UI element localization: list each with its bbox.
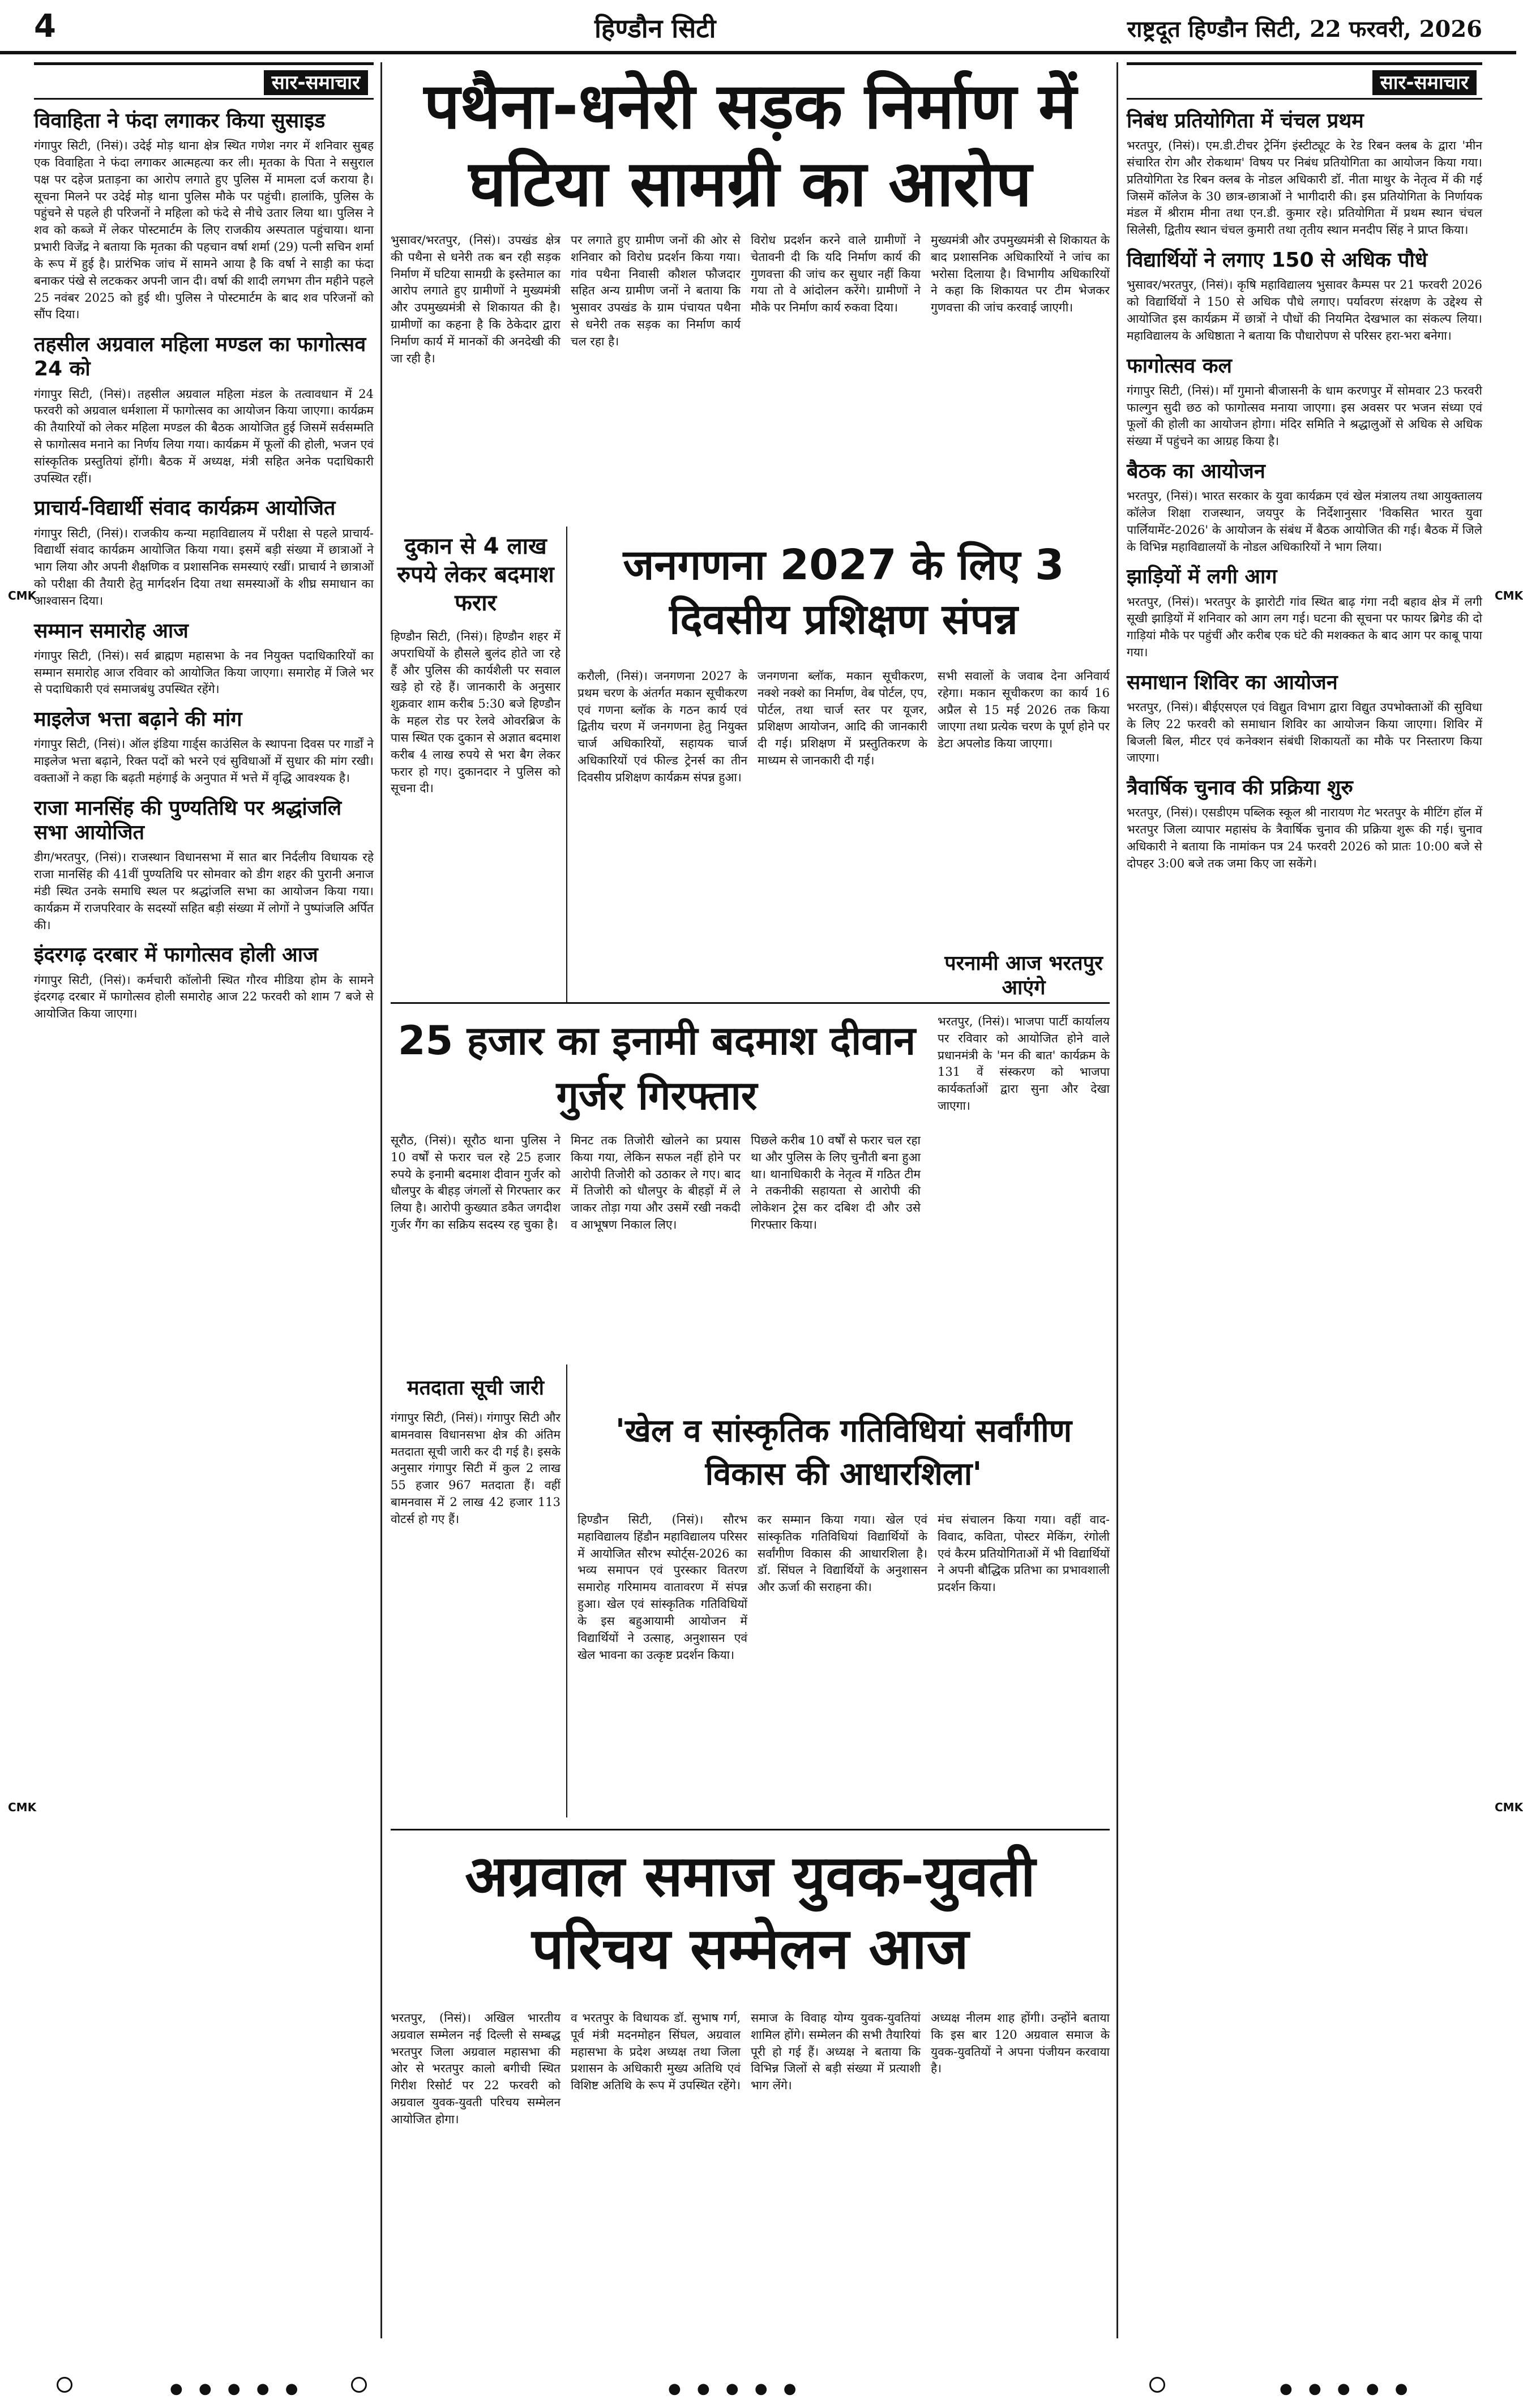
- story-headline: जनगणना 2027 के लिए 3 दिवसीय प्रशिक्षण संपन्न: [623, 541, 1064, 644]
- brief-item: [1127, 776, 1482, 872]
- brief-text: भरतपुर, (निसं)। भारत सरकार के युवा कार्यक्रम एवं खेल मंत्रालय तथा आयुक्तालय कॉलेज शिक्षा राजस्थान, जयपुर के निर्देशानुसार 'विकसित भारत युवा पार्लियामेंट-2026' के आयोजन के संबंध में बैठक आयोजित की गई। बैठक में जिले के विभिन्न महाविद्यालयों के नोडल अधिकारियों ने भाग लिया।: [1127, 489, 1482, 554]
- brief-item: [34, 707, 374, 787]
- left-column: [34, 62, 374, 2338]
- brief-item: [1127, 459, 1482, 555]
- sub-story-text: भरतपुर, (निसं)। भाजपा पार्टी कार्यालय पर रविवार को आयोजित होने वाले प्रधानमंत्री के 'मन की बात' कार्यक्रम के 131 वें संस्करण को भाजपा कार्यकर्ताओं द्वारा सुना और देखा जाएगा।: [938, 1015, 1110, 1113]
- brief-item: [1127, 564, 1482, 661]
- brief-text: गंगापुर सिटी, (निसं)। राजकीय कन्या महाविद्यालय में परीक्षा से पहले प्राचार्य-विद्यार्थी संवाद कार्यक्रम आयोजित किया गया। इसमें बड़ी संख्या में छात्राओं ने भाग लिया और अपनी शैक्षणिक व प्रशासनिक समस्याएं रखीं। प्राचार्य ने छात्राओं को परीक्षा की तैयारी हेतु मार्गदर्शन दिया तथा समस्याओं के शीघ्र समाधान का आश्वासन दिया।: [34, 526, 374, 608]
- brief-headline: त्रैवार्षिक चुनाव की प्रक्रिया शुरु: [1127, 776, 1353, 800]
- story-column: सभी सवालों के जवाब देना अनिवार्य रहेगा। मकान सूचीकरण का कार्य 16 अप्रैल से 15 मई 2026 तक किया जाएगा तथा प्रत्येक चरण के पूर्ण होने पर डेटा अपलोड किया जाएगा।: [938, 669, 1110, 751]
- column-divider: [1116, 62, 1118, 2338]
- box-rule: [566, 1365, 567, 1817]
- brief-text: भुसावर/भरतपुर, (निसं)। कृषि महाविद्यालय भुसावर कैम्पस पर 21 फरवरी 2026 को विद्यार्थियों ने 150 से अधिक पौधे लगाए। पर्यावरण संरक्षण के उद्देश्य से आयोजित इस कार्यक्रम में छात्रों ने पौधों की नियमित देखभाल का संकल्प लिया। महाविद्यालय के अधिष्ठाता ने बताया कि पौधारोपण से परिसर हरा-भरा बनेगा।: [1127, 278, 1482, 343]
- cmk-mark: CMK: [8, 1800, 37, 1814]
- story-column: भुसावर/भरतपुर, (निसं)। उपखंड क्षेत्र की पथैना से धनेरी तक बन रही सड़क निर्माण में घटिया सामग्री के इस्तेमाल का आरोप लगाते हुए ग्रामीणों ने मुख्यमंत्री और उपमुख्यमंत्री से शिकायत की है। ग्रामीणों का कहना है कि ठेकेदार द्वारा निर्माण कार्य में मानकों की अनदेखी की जा रही है।: [391, 233, 561, 365]
- brief-text: गंगापुर सिटी, (निसं)। ऑल इंडिया गार्ड्स काउंसिल के स्थापना दिवस पर गार्डों ने माइलेज भत्ता बढ़ाने, रिक्त पदों को भरने एवं सुविधाओं में सुधार की मांग रखी। वक्ताओं ने कहा कि बढ़ती महंगाई के अनुपात में भत्ते में वृद्धि आवश्यक है।: [34, 737, 374, 785]
- dateline: राष्ट्रदूत हिण्डौन सिटी, 22 फरवरी, 2026: [1127, 16, 1482, 42]
- brief-item: [34, 109, 374, 323]
- lead-headline: पथैना-धनेरी सड़क निर्माण में घटिया सामग्री का आरोप: [423, 70, 1077, 221]
- brief-item: [34, 943, 374, 1023]
- brief-headline: इंदरगढ़ दरबार में फागोत्सव होली आज: [34, 943, 318, 967]
- cmk-mark: CMK: [8, 589, 37, 602]
- story-column: मंच संचालन किया गया। वहीं वाद-विवाद, कविता, पोस्टर मेकिंग, रंगोली एवं कैरम प्रतियोगिताओं में भी विद्यार्थियों ने अपनी बौद्धिक प्रतिभा का प्रभावशाली प्रदर्शन किया।: [938, 1513, 1110, 1594]
- brief-text: गंगापुर सिटी, (निसं)। माँ गुमानो बीजासनी के धाम करणपुर में सोमवार 23 फरवरी फाल्गुन सुदी छठ को फागोत्सव मनाया जाएगा। इस अवसर पर भजन संध्या एवं फूलों की होली का आयोजन होगा। मंदिर समिति ने श्रद्धालुओं से अधिक से अधिक संख्या में पहुंचने का आग्रह किया है।: [1127, 383, 1482, 448]
- cmk-mark: CMK: [1495, 589, 1523, 602]
- brief-headline: प्राचार्य-विद्यार्थी संवाद कार्यक्रम आयोजित: [34, 497, 336, 520]
- brief-headline: विद्यार्थियों ने लगाए 150 से अधिक पौधे: [1127, 249, 1427, 272]
- registration-mark-icon: [1149, 2377, 1165, 2393]
- section-label-right: सार-समाचार: [1127, 62, 1482, 100]
- story-column: हिण्डौन सिटी, (निसं)। सौरभ महाविद्यालय हिंडौन महाविद्यालय परिसर में आयोजित सौरभ स्पोर्ट्स-2026 का भव्य समापन एवं पुरस्कार वितरण समारोह गरिमामय वातावरण में संपन्न हुआ। खेल एवं सांस्कृतिक गतिविधियों के इस बहुआयामी आयोजन में विद्यार्थियों ने उत्साह, अनुशासन एवं खेल भावना का उत्कृष्ट प्रदर्शन किया।: [577, 1513, 747, 1662]
- brief-item: [34, 332, 374, 487]
- story-column: कर सम्मान किया गया। खेल एवं सांस्कृतिक गतिविधियां विद्यार्थियों के सर्वांगीण विकास की आधारशिला है। डॉ. सिंघल ने विद्यार्थियों के अनुशासन और ऊर्जा की सराहना की।: [758, 1513, 927, 1594]
- brief-headline: सम्मान समारोह आज: [34, 619, 189, 643]
- story-headline: 25 हजार का इनामी बदमाश दीवान गुर्जर गिरफ्तार: [397, 1017, 916, 1119]
- registration-mark-icon: [57, 2377, 72, 2393]
- brief-headline: राजा मानसिंह की पुण्यतिथि पर श्रद्धांजलि सभा आयोजित: [34, 796, 342, 845]
- story-headline: 'खेल व सांस्कृतिक गतिविधियां सर्वांगीण विकास की आधारशिला': [615, 1413, 1072, 1492]
- brief-text: गंगापुर सिटी, (निसं)। सर्व ब्राह्मण महासभा के नव नियुक्त पदाधिकारियों का सम्मान समारोह आज रविवार को आयोजित किया जाएगा। समारोह में जिले भर से पदाधिकारी एवं समाजबंधु उपस्थित रहेंगे।: [34, 648, 374, 696]
- brief-text: गंगापुर सिटी, (निसं)। तहसील अग्रवाल महिला मंडल के तत्वावधान में 24 फरवरी को अग्रवाल धर्मशाला में फागोत्सव का आयोजन किया जाएगा। कार्यक्रम की तैयारियों को लेकर महिला मण्डल की बैठक आयोजित हुई जिसमें सर्वसम्मति से फागोत्सव मनाने का निर्णय लिया गया। कार्यक्रम में फूलों की होली, भजन एवं सांस्कृतिक प्रस्तुतियां होंगी। बैठक में अध्यक्ष, मंत्री सहित अनेक पदाधिकारी उपस्थित रहीं।: [34, 387, 374, 485]
- sub-story-text: हिण्डौन सिटी, (निसं)। हिण्डौन शहर में अपराधियों के हौसले बुलंद होते जा रहे हैं और पुलिस की कार्यशैली पर सवाल खड़े हो रहे हैं। जानकारी के अनुसार शुक्रवार शाम करीब 5:30 बजे हिण्डौन के महल रोड पर रेलवे ओवरब्रिज के पास स्थित एक दुकान से अज्ञात बदमाश करीब 4 लाख रुपये से भरा बैग लेकर फरार हो गए। दुकानदार ने पुलिस को सूचना दी।: [391, 630, 561, 795]
- story-column: करौली, (निसं)। जनगणना 2027 के प्रथम चरण के अंतर्गत मकान सूचीकरण एवं गणना ब्लॉक के गठन कार्य एवं द्वितीय चरण में जनगणना हेतु नियुक्त चार्ज अधिकारियों, सहायक चार्ज अधिकारियों एवं फील्ड ट्रेनर्स का तीन दिवसीय प्रशिक्षण कार्यक्रम संपन्न हुआ।: [577, 669, 747, 784]
- color-dots: ● ● ● ● ●: [1280, 2380, 1414, 2397]
- sub-headline: मतदाता सूची जारी: [407, 1376, 544, 1400]
- brief-item: [34, 619, 374, 699]
- brief-item: [1127, 109, 1482, 239]
- main-stories: [391, 62, 1110, 2338]
- story-column: मिनट तक तिजोरी खोलने का प्रयास किया गया, लेकिन सफल नहीं होने पर आरोपी तिजोरी को उठाकर ले गए। बाद में तिजोरी को धौलपुर के बीहड़ों में ले जाकर तोड़ा गया और उसमें रखी नकदी व आभूषण निकाल लिए।: [571, 1134, 741, 1232]
- brief-text: भरतपुर, (निसं)। बीईएसएल एवं विद्युत विभाग द्वारा विद्युत उपभोक्ताओं की सुविधा के लिए 22 फरवरी को समाधान शिविर का आयोजन किया जाएगा। शिविर में बिजली बिल, मीटर एवं कनेक्शन संबंधी शिकायतों का मौके पर निस्तारण किया जाएगा।: [1127, 700, 1482, 765]
- column-divider: [380, 62, 382, 2338]
- brief-text: गंगापुर सिटी, (निसं)। कर्मचारी कॉलोनी स्थित गौरव मीडिया होम के सामने इंदरगढ़ दरबार में फागोत्सव होली समारोह आज 22 फरवरी को शाम 7 बजे से आयोजित किया जाएगा।: [34, 973, 374, 1021]
- brief-headline: निबंध प्रतियोगिता में चंचल प्रथम: [1127, 109, 1364, 132]
- brief-item: [1127, 248, 1482, 344]
- masthead: हिण्डौन सिटी: [594, 13, 716, 44]
- brief-headline: समाधान शिविर का आयोजन: [1127, 670, 1338, 694]
- color-dots: ● ● ● ● ●: [668, 2380, 802, 2397]
- section-label-left: सार-समाचार: [34, 62, 374, 100]
- story-column: अध्यक्ष नीलम शाह होंगी। उन्होंने बताया कि इस बार 120 अग्रवाल समाज के युवक-युवतियों ने अपना पंजीयन करवाया है।: [931, 2011, 1110, 2076]
- story-headline: अग्रवाल समाज युवक-युवती परिचय सम्मेलन आज: [465, 1843, 1036, 1982]
- brief-item: [34, 496, 374, 609]
- right-column: [1127, 62, 1482, 2338]
- brief-headline: झाड़ियों में लगी आग: [1127, 565, 1277, 589]
- section-rule: [391, 1829, 1110, 1830]
- story-column: व भरतपुर के विधायक डॉ. सुभाष गर्ग, पूर्व मंत्री मदनमोहन सिंघल, अग्रवाल महासभा के प्रदेश अध्यक्ष तथा जिला प्रशासन के अधिकारी मुख्य अतिथि एवं विशिष्ट अतिथि के रूप में उपस्थित रहेंगे।: [571, 2011, 741, 2093]
- brief-text: भरतपुर, (निसं)। भरतपुर के झारोटी गांव स्थित बाढ़ गंगा नदी बहाव क्षेत्र में लगी सूखी झाड़ियों में शनिवार को आग लग गई। घटना की सूचना पर फायर ब्रिगेड की दो गाड़ियां मौके पर पहुंचीं और करीब एक घंटे की मशक्कत के बाद आग पर काबू पाया गया।: [1127, 594, 1482, 659]
- sub-story-text: गंगापुर सिटी, (निसं)। गंगापुर सिटी और बामनवास विधानसभा क्षेत्र की अंतिम मतदाता सूची जारी कर दी गई है। इसके अनुसार गंगापुर सिटी में कुल 2 लाख 55 हजार 967 मतदाता हैं। वहीं बामनवास में 2 लाख 42 हजार 113 वोटर्स हो गए हैं।: [391, 1411, 561, 1526]
- page-number: 4: [34, 8, 56, 45]
- brief-item: [1127, 670, 1482, 767]
- story-column: सूरौठ, (निसं)। सूरौठ थाना पुलिस ने 10 वर्षों से फरार चल रहे 25 हजार रुपये के इनामी बदमाश दीवान गुर्जर को धौलपुर के बीहड़ जंगलों से गिरफ्तार कर लिया है। आरोपी कुख्यात डकैत जगदीश गुर्जर गैंग का सक्रिय सदस्य रह चुका है।: [391, 1134, 561, 1232]
- brief-item: [34, 796, 374, 934]
- brief-text: भरतपुर, (निसं)। एसडीएम पब्लिक स्कूल श्री नारायण गेट भरतपुर के मीटिंग हॉल में भरतपुर जिला व्यापार महासंघ के त्रैवार्षिक चुनाव की प्रक्रिया शुरू की गई। चुनाव अधिकारी ने बताया कि नामांकन पत्र 24 फरवरी 2026 को प्रातः 10:00 बजे से दोपहर 3:00 बजे तक जमा किए जा सकेंगे।: [1127, 806, 1482, 870]
- sub-headline: परनामी आज भरतपुर आएंगे: [944, 952, 1103, 1000]
- brief-item: [1127, 354, 1482, 450]
- brief-headline: फागोत्सव कल: [1127, 354, 1232, 378]
- color-dots: ● ● ● ● ●: [170, 2380, 304, 2397]
- story-column: विरोध प्रदर्शन करने वाले ग्रामीणों ने चेतावनी दी कि यदि निर्माण कार्य की गुणवत्ता की जांच कर सुधार नहीं किया गया तो वे आंदोलन करेंगे। ग्रामीणों ने मौके पर निर्माण कार्य रुकवा दिया।: [751, 233, 921, 315]
- brief-text: डीग/भरतपुर, (निसं)। राजस्थान विधानसभा में सात बार निर्दलीय विधायक रहे राजा मानसिंह की 41वीं पुण्यतिथि पर सोमवार को डीग शहर की पुरानी अनाज मंडी स्थित उनके समाधि स्थल पर श्रद्धांजलि सभा का आयोजन किया गया। कार्यक्रम में राजपरिवार के सदस्यों सहित बड़ी संख्या में लोगों ने पुष्पांजलि अर्पित की।: [34, 850, 374, 932]
- print-registration-footer: [0, 2372, 1516, 2395]
- brief-text: भरतपुर, (निसं)। एम.डी.टीचर ट्रेनिंग इंस्टीट्यूट के रेड रिबन क्लब के द्वारा 'मीन संचारित रोग और रोकथाम' विषय पर निबंध प्रतियोगिता का आयोजन किया गया। प्रतियोगिता रेड रिबन क्लब के नोडल अधिकारी डॉ. नीता माथुर के नेतृत्व में की गई जिसमें कॉलेज के 30 छात्र-छात्राओं ने भागीदारी की। इस प्रतियोगिता के निर्णायक मंडल में श्रीराम मीना तथा एन.डी. कुमार रहे। प्रतियोगिता में प्रथम स्थान चंचल सिलेसी, द्वितीय स्थान चंचल कुमारी तथा तृतीय स्थान मनदीप सिंह ने प्राप्त किया।: [1127, 139, 1482, 237]
- page-header: [0, 0, 1516, 54]
- brief-headline: माइलेज भत्ता बढ़ाने की मांग: [34, 708, 242, 732]
- sub-headline: दुकान से 4 लाख रुपये लेकर बदमाश फरार: [397, 533, 554, 616]
- box-rule: [566, 527, 567, 1002]
- section-rule: [391, 1002, 1110, 1004]
- story-column: पिछले करीब 10 वर्षों से फरार चल रहा था और पुलिस के लिए चुनौती बना हुआ था। थानाधिकारी के नेतृत्व में गठित टीम ने तकनीकी सहायता से आरोपी की लोकेशन ट्रेस कर दबिश दी और उसे गिरफ्तार किया।: [751, 1134, 921, 1232]
- brief-headline: बैठक का आयोजन: [1127, 459, 1265, 483]
- brief-headline: तहसील अग्रवाल महिला मण्डल का फागोत्सव 24 को: [34, 333, 366, 381]
- story-column: मुख्यमंत्री और उपमुख्यमंत्री से शिकायत के बाद प्रशासनिक अधिकारियों ने जांच का भरोसा दिलाया है। विभागीय अधिकारियों ने कहा कि शिकायत पर टीम भेजकर गुणवत्ता की जांच करवाई जाएगी।: [931, 233, 1110, 315]
- story-column: जनगणना ब्लॉक, मकान सूचीकरण, नक्शे नक्शे का निर्माण, वेब पोर्टल, एप, पोर्टल, तथा चार्ज स्तर पर यूजर, प्रशिक्षण आयोजन, आदि की जानकारी दी गई। प्रशिक्षण में प्रस्तुतिकरण के माध्यम से जानकारी दी गई।: [758, 669, 927, 768]
- registration-mark-icon: [351, 2377, 367, 2393]
- story-column: समाज के विवाह योग्य युवक-युवतियां शामिल होंगे। सम्मेलन की सभी तैयारियां पूरी हो गई हैं। अध्यक्ष ने बताया कि विभिन्न जिलों से बड़ी संख्या में प्रत्याशी भाग लेंगे।: [751, 2011, 921, 2093]
- brief-text: गंगापुर सिटी, (निसं)। उदेई मोड़ थाना क्षेत्र स्थित गणेश नगर में शनिवार सुबह एक विवाहिता ने फंदा लगाकर आत्महत्या कर ली। मृतका के पिता ने ससुराल पक्ष पर दहेज प्रताड़ना का आरोप लगाते हुए पुलिस में मामला दर्ज कराया है। सूचना मिलने पर उदेई मोड़ थाना पुलिस मौके पर पहुंची। हालांकि, पुलिस के पहुंचने से पहले ही परिजनों ने महिला को फंदे से नीचे उतार लिया था। पुलिस ने शव को कब्जे में लेकर पोस्टमार्टम के लिए राजकीय अस्पताल पहुंचाया। थाना प्रभारी विजेंद्र ने बताया कि मृतका की पहचान वर्षा शर्मा (29) पत्नी सचिन शर्मा के रूप में हुई है। प्रारंभिक जांच में सामने आया है कि वर्षा ने साड़ी का फंदा बनाकर पंखे से लटककर अपनी जान दी। वर्षा की शादी लगभग तीन महीने पहले 25 नवंबर 2025 को हुई थी। पुलिस ने पोस्टमार्टम के बाद शव परिजनों को सौंप दिया।: [34, 139, 374, 322]
- story-column: पर लगाते हुए ग्रामीण जनों की ओर से शनिवार को विरोध प्रदर्शन किया गया। गांव पथैना निवासी कौशल फौजदार सहित अन्य ग्रामीण जनों ने बताया कि भुसावर उपखंड के ग्राम पंचायत पथैना से धनेरी तक सड़क का निर्माण कार्य चल रहा है।: [571, 233, 741, 348]
- brief-headline: विवाहिता ने फंदा लगाकर किया सुसाइड: [34, 109, 326, 132]
- story-column: भरतपुर, (निसं)। अखिल भारतीय अग्रवाल सम्मेलन नई दिल्ली से सम्बद्ध भरतपुर जिला अग्रवाल महासभा की ओर से भरतपुर कालो बगीची स्थित गिरीश रिसोर्ट पर 22 फरवरी को अग्रवाल युवक-युवती परिचय सम्मेलन आयोजित होगा।: [391, 2011, 561, 2126]
- cmk-mark: CMK: [1495, 1800, 1523, 1814]
